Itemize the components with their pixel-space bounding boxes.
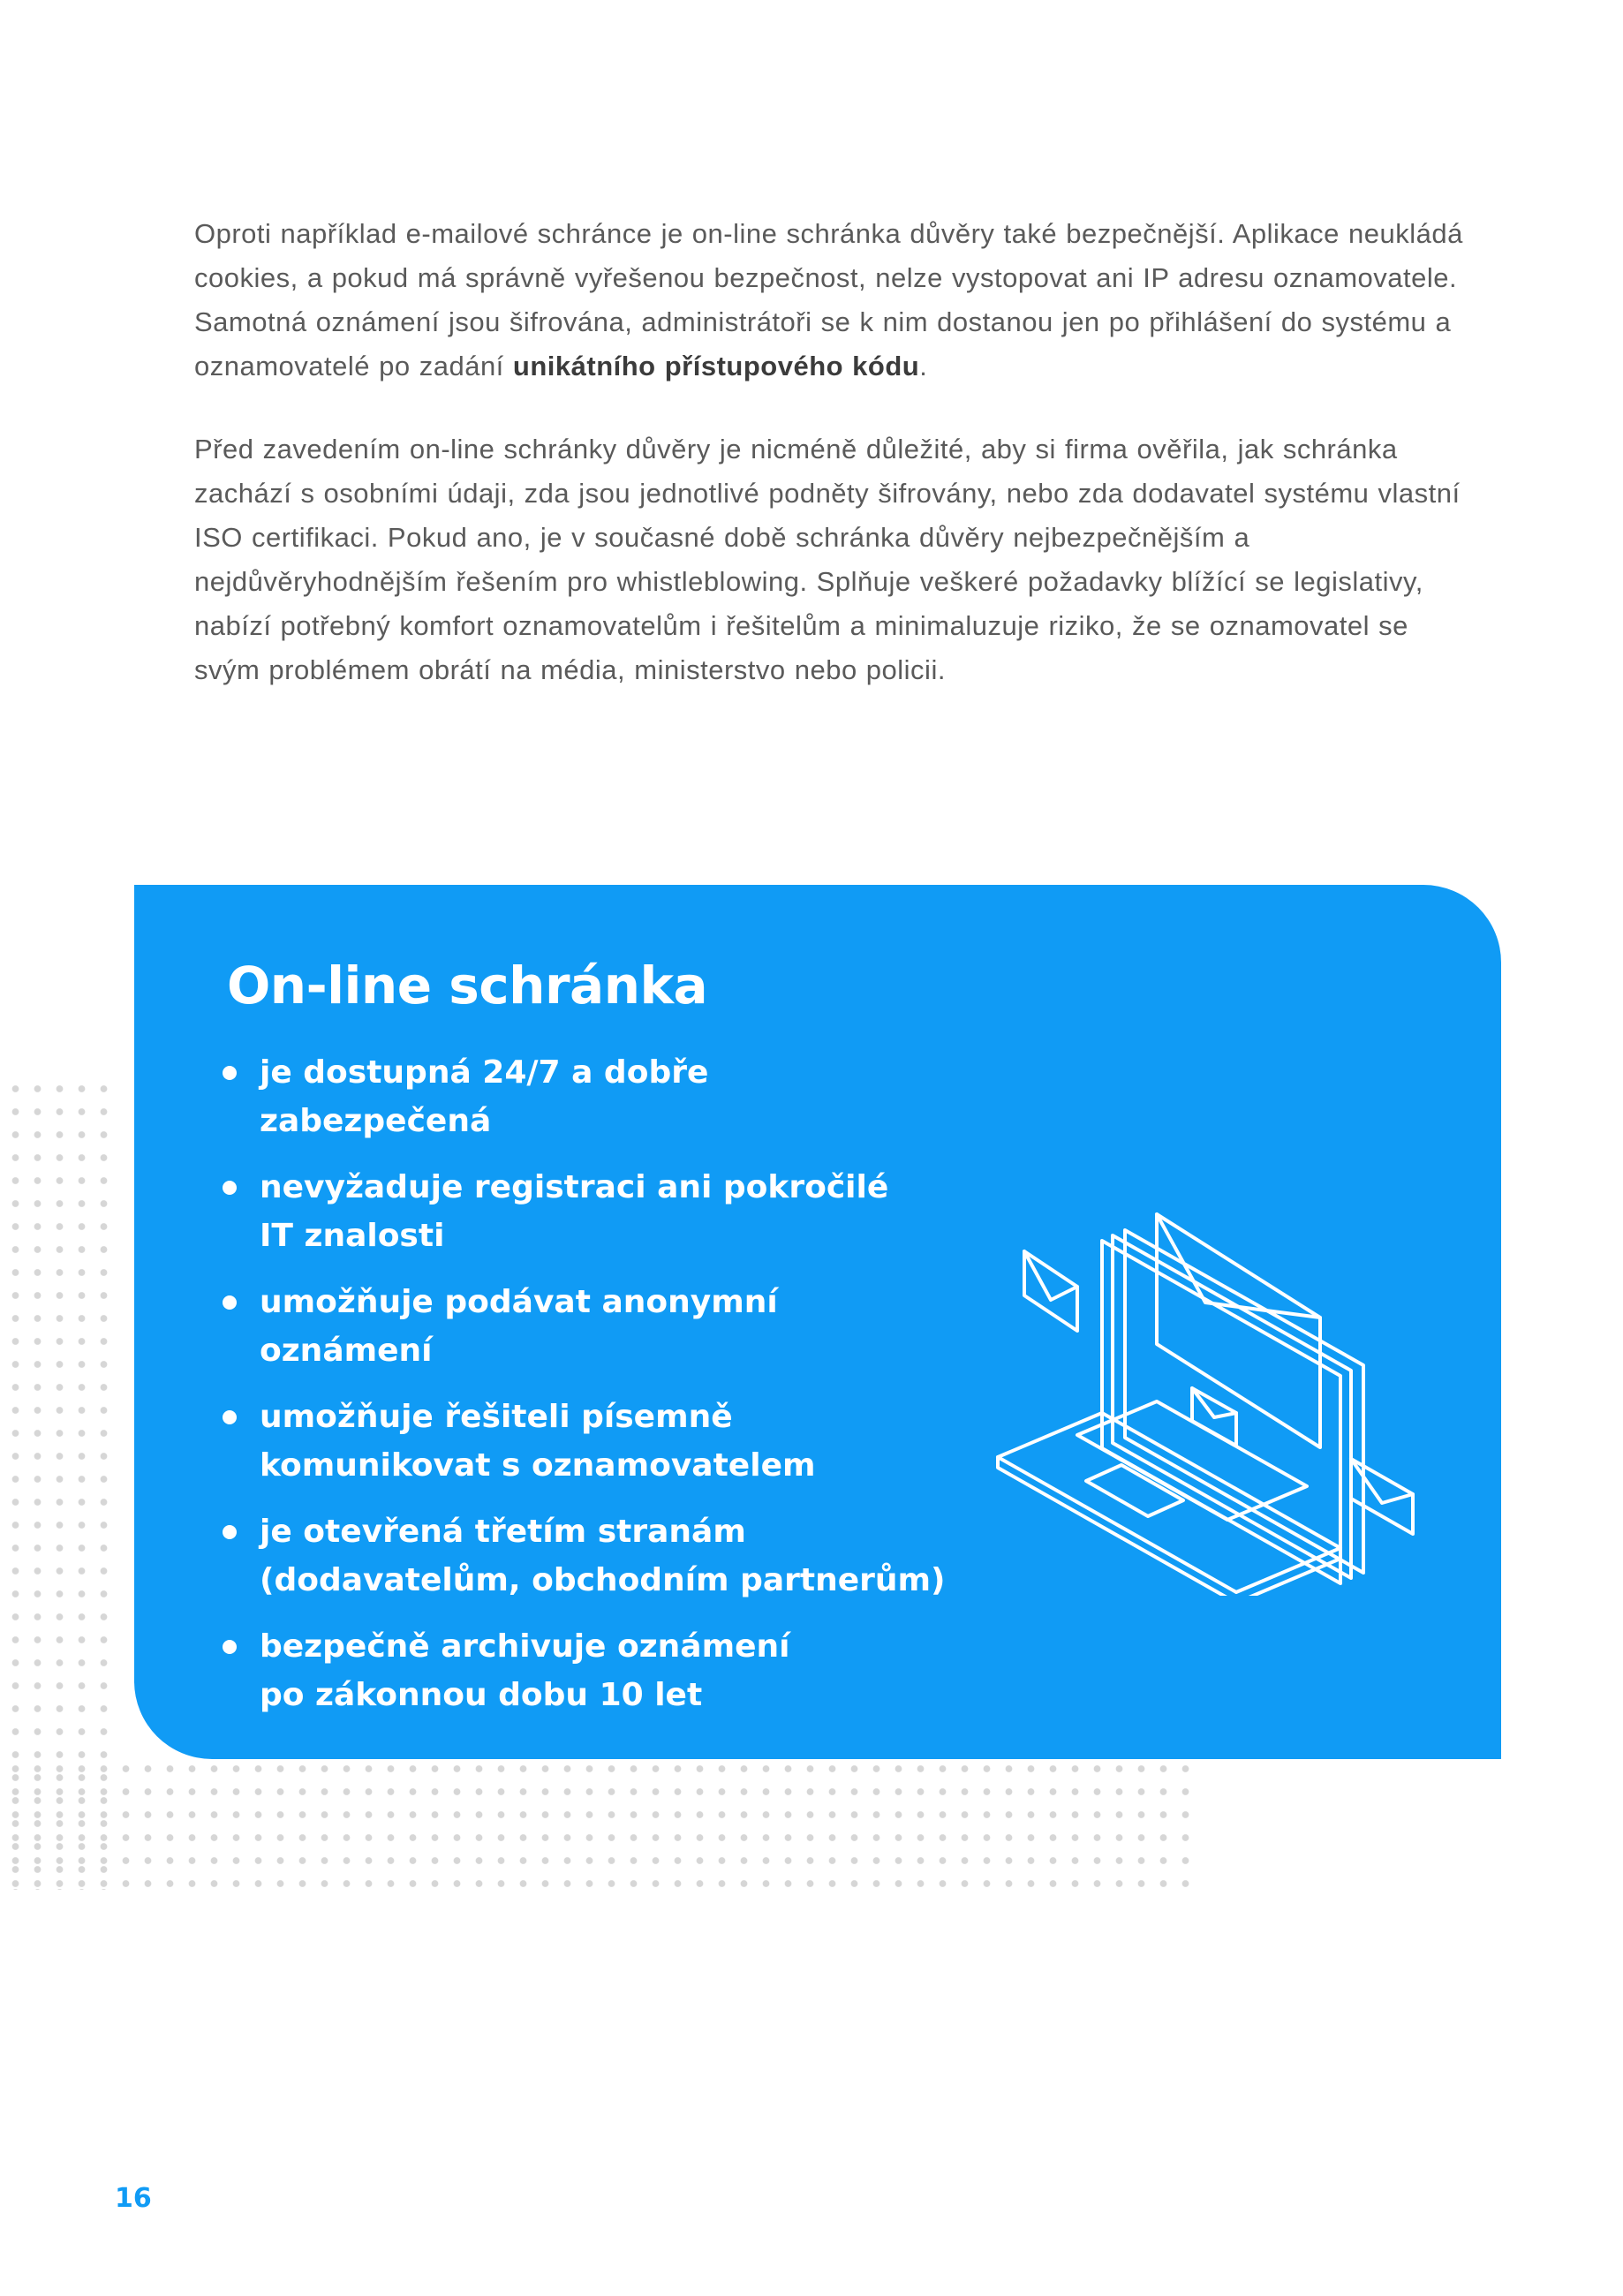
feature-line-2: komunikovat s oznamovatelem bbox=[260, 1447, 816, 1484]
feature-line-2: oznámení bbox=[260, 1333, 433, 1369]
paragraph-1-end: . bbox=[919, 351, 928, 381]
bullet-icon bbox=[223, 1181, 237, 1195]
feature-line-1: je dostupná 24/7 a dobře zabezpečená bbox=[260, 1054, 709, 1139]
bullet-icon bbox=[223, 1640, 237, 1654]
page-number: 16 bbox=[115, 2183, 152, 2214]
card-title: On-line schránka bbox=[227, 955, 708, 1016]
feature-item bbox=[223, 1622, 947, 1719]
feature-line-1: umožňuje podávat anonymní bbox=[260, 1284, 778, 1320]
feature-line-2: po zákonnou dobu 10 let bbox=[260, 1677, 703, 1713]
feature-item bbox=[223, 1393, 947, 1490]
bullet-icon bbox=[223, 1410, 237, 1424]
bullet-icon bbox=[223, 1066, 237, 1080]
feature-line-2: IT znalosti bbox=[260, 1218, 445, 1254]
feature-item bbox=[223, 1163, 947, 1260]
intro-paragraph-2: Před zavedením on-line schránky důvěry je nicméně důležité, aby si firma ověřila, jak schránka zachází s osobními údaji, zda jsou jednotlivé podněty šifrovány, nebo zda dodavatel systému vlastní ISO certifikaci. Pokud ano, je v současné době schránka důvěry nejbezpečnějším a nejdůvěryhodnějším řešením pro whistleblowing. Splňuje veškeré požadavky blížící se legislativy, nabízí potřebný komfort oznamovatelům i řešitelům a minimaluzuje riziko, že se oznamovatel se svým problémem obrátí na média, ministerstvo nebo policii. bbox=[194, 434, 1461, 685]
paragraph-1-bold: unikátního přístupového kódu bbox=[512, 351, 920, 381]
feature-line-1: nevyžaduje registraci ani pokročilé bbox=[260, 1169, 889, 1205]
bullet-icon bbox=[223, 1295, 237, 1310]
intro-paragraph-1 bbox=[194, 212, 1466, 389]
feature-card bbox=[134, 885, 1501, 1759]
feature-list bbox=[223, 1048, 947, 1737]
laptop-envelopes-icon bbox=[989, 1190, 1439, 1596]
feature-line-1: bezpečně archivuje oznámení bbox=[260, 1628, 790, 1665]
feature-item bbox=[223, 1507, 947, 1605]
feature-item bbox=[223, 1048, 947, 1145]
feature-item bbox=[223, 1278, 947, 1375]
dot-pattern-bottom bbox=[4, 1757, 1201, 1890]
feature-line-1: je otevřená třetím stranám bbox=[260, 1514, 746, 1550]
feature-line-2: (dodavatelům, obchodním partnerům) bbox=[260, 1562, 946, 1598]
feature-line-1: umožňuje řešiteli písemně bbox=[260, 1399, 733, 1435]
bullet-icon bbox=[223, 1525, 237, 1539]
paragraph-1-text: Oproti například e-mailové schránce je on-line schránka důvěry také bezpečnější. Aplikace neukládá cookies, a pokud má správně vyřešenou bezpečnost, nelze vystopovat ani IP adresu oznamovatele. Samotná oznámení jsou šifrována, administrátoři se k nim dostanou jen po přihlášení do systému a oznamovatelé po zadání bbox=[194, 218, 1463, 381]
